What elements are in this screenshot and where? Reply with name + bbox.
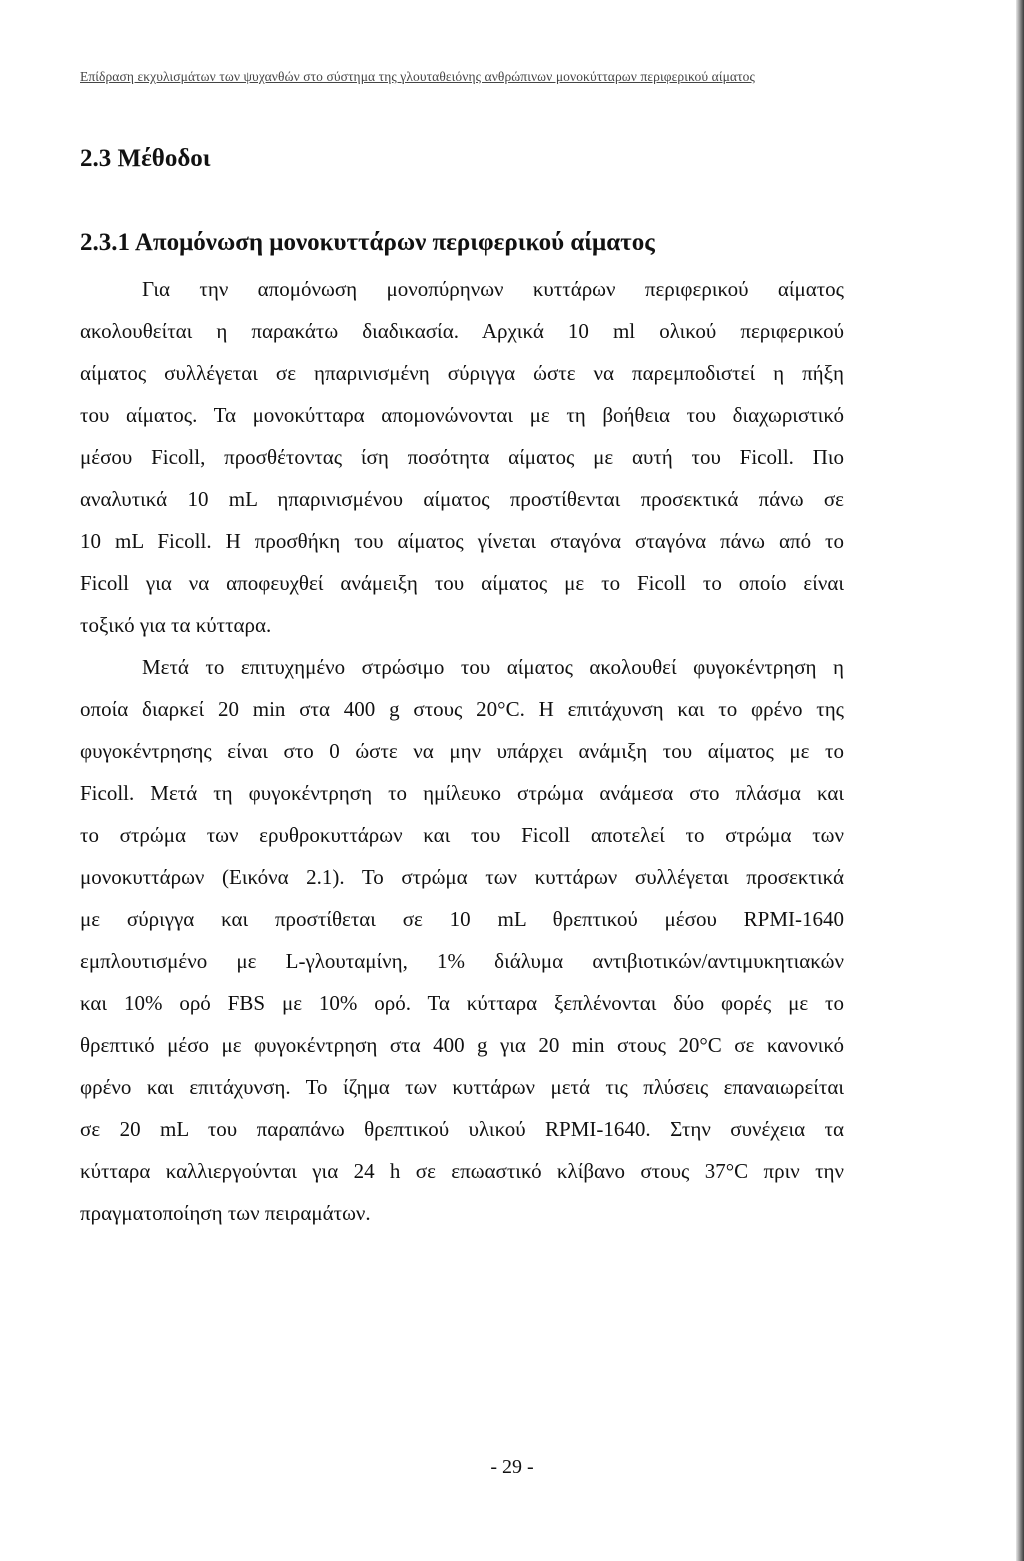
paragraph-2-line: μονοκυττάρων (Εικόνα 2.1). Το στρώμα των κυττάρων συλλέγεται προσεκτικά [80, 865, 844, 889]
paragraph-2-line: φυγοκέντρησης είναι στο 0 ώστε να μην υπάρχει ανάμιξη του αίματος με το [80, 739, 844, 763]
scan-edge-shadow [1016, 0, 1024, 1561]
page-number: - 29 - [490, 1456, 534, 1478]
section-title: 2.3 Μέθοδοι [80, 145, 211, 172]
paragraph-1-line: του αίματος. Τα μονοκύτταρα απομονώνονται με τη βοήθεια του διαχωριστικό [80, 403, 844, 427]
paragraph-2-line: θρεπτικό μέσο με φυγοκέντρηση στα 400 g για 20 min στους 20°C σε κανονικό [80, 1033, 844, 1057]
paragraph-2-line: το στρώμα των ερυθροκυττάρων και του Ficoll αποτελεί το στρώμα των [80, 823, 844, 847]
paragraph-1-line: μέσου Ficoll, προσθέτοντας ίση ποσότητα αίματος με αυτή του Ficoll. Πιο [80, 445, 844, 469]
paragraph-1-line: αναλυτικά 10 mL ηπαρινισμένου αίματος προστίθενται προσεκτικά πάνω σε [80, 487, 844, 511]
paragraph-2-line: με σύριγγα και προστίθεται σε 10 mL θρεπτικού μέσου RPMI-1640 [80, 907, 844, 931]
paragraph-1-line: Για την απομόνωση μονοπύρηνων κυττάρων περιφερικού αίματος [142, 277, 844, 301]
paragraph-1-line: 10 mL Ficoll. Η προσθήκη του αίματος γίνεται σταγόνα σταγόνα πάνω από το [80, 529, 844, 553]
paragraph-2-line: σε 20 mL του παραπάνω θρεπτικού υλικού RPMI-1640. Στην συνέχεια τα [80, 1117, 844, 1141]
paragraph-1-line: Ficoll για να αποφευχθεί ανάμειξη του αίματος με το Ficoll το οποίο είναι [80, 571, 844, 595]
paragraph-2-line: και 10% ορό FBS με 10% ορό. Τα κύτταρα ξεπλένονται δύο φορές με το [80, 991, 844, 1015]
paragraph-1-line: αίματος συλλέγεται σε ηπαρινισμένη σύριγγα ώστε να παρεμποδιστεί η πήξη [80, 361, 844, 385]
paragraph-2-line: πραγματοποίηση των πειραμάτων. [80, 1201, 371, 1225]
paragraph-2-line: εμπλουτισμένο με L-γλουταμίνη, 1% διάλυμα αντιβιοτικών/αντιμυκητιακών [80, 949, 844, 973]
running-header: Επίδραση εκχυλισμάτων των ψυχανθών στο σύστημα της γλουταθειόνης ανθρώπινων μονοκύτταρων περιφερικού αίματος [80, 69, 755, 84]
paragraph-2-line: οποία διαρκεί 20 min στα 400 g στους 20°C. Η επιτάχυνση και το φρένο της [80, 697, 844, 721]
paragraph-2-line: Ficoll. Μετά τη φυγοκέντρηση το ημίλευκο στρώμα ανάμεσα στο πλάσμα και [80, 781, 844, 805]
paragraph-2-line: φρένο και επιτάχυνση. Το ίζημα των κυττάρων μετά τις πλύσεις επαναιωρείται [80, 1075, 844, 1099]
subsection-title: 2.3.1 Απομόνωση μονοκυττάρων περιφερικού αίματος [80, 229, 655, 256]
paragraph-1-line: ακολουθείται η παρακάτω διαδικασία. Αρχικά 10 ml ολικού περιφερικού [80, 319, 844, 343]
paragraph-2-line: κύτταρα καλλιεργούνται για 24 h σε επωαστικό κλίβανο στους 37°C πριν την [80, 1159, 844, 1183]
paragraph-2-line: Μετά το επιτυχημένο στρώσιμο του αίματος ακολουθεί φυγοκέντρηση η [142, 655, 844, 679]
paragraph-1-line: τοξικό για τα κύτταρα. [80, 613, 272, 637]
